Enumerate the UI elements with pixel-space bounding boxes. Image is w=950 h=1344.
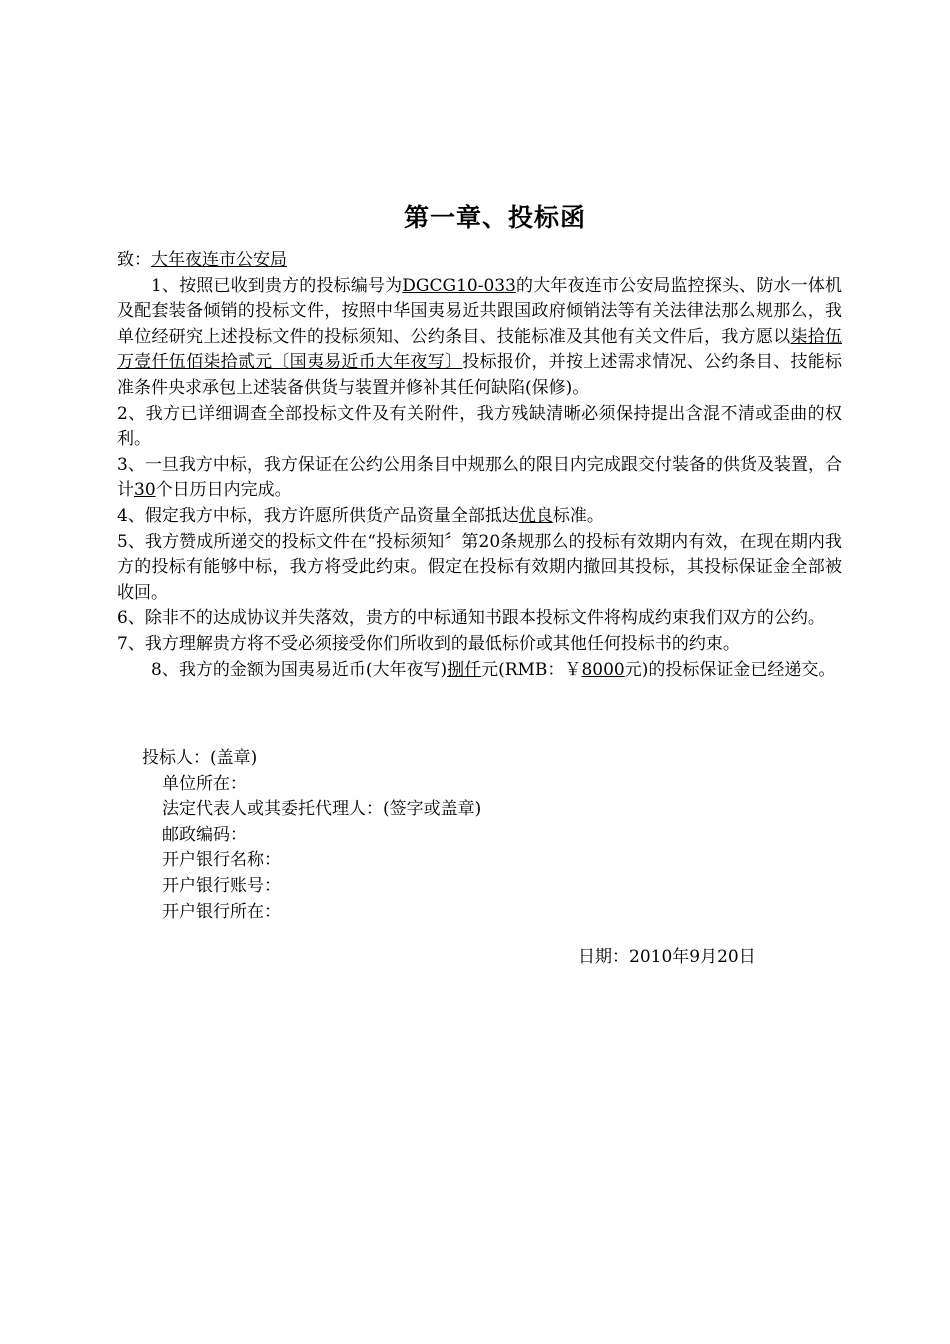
clause-2: 2、我方已详细调查全部投标文件及有关附件，我方残缺清晰必须保持提出含混不清或歪曲的权利。	[117, 403, 842, 450]
clause-3-text-a: 3、一旦我方中标，我方保证在公约公用条目中规那么的限日内完成跟交付装备的供货及装置，合计	[117, 454, 842, 501]
clause-8	[117, 658, 842, 684]
deposit-amount-num: 8000	[581, 659, 625, 680]
signature-block	[142, 746, 481, 925]
bid-price-text: 柒拾伍万壹仟伍佰柒拾贰元〔国夷易近币大年夜写〕	[117, 326, 843, 373]
addressee-name: 大年夜连市公安局	[151, 250, 287, 270]
clause-5: 5、我方赞成所递交的投标文件在“投标须知〞第20条规那么的投标有效期内有效，在现在期内我方的投标有能够中标，我方将受此约束。假定在投标有效期内撤回其投标，其投标保证金全部被收回。	[117, 531, 842, 603]
clause-4	[117, 504, 842, 530]
clause-8-text-b: 元(RMB：￥	[481, 659, 582, 680]
letter-body	[117, 248, 842, 683]
clause-6: 6、除非不的达成协议并失落效，贵方的中标通知书跟本投标文件将构成约束我们双方的公约。	[117, 608, 825, 629]
representative-label: 法定代表人或其委托代理人：(签字或盖章)	[162, 799, 482, 820]
clause-1-text-c: 投标报价，并按上述需求情况、公约条目、技能标准条件央求承包上述装备供货与装置并修补其任何缺陷(保修)。	[117, 352, 843, 398]
addressee-line	[117, 248, 842, 274]
bidder-label: 投标人：(盖章)	[142, 748, 258, 768]
document-date: 日期：2010年9月20日	[578, 947, 756, 967]
address-label: 单位所在：	[162, 773, 247, 794]
bank-name-label: 开户银行名称：	[162, 850, 281, 871]
clause-3	[117, 453, 842, 504]
clause-8-text-a: 8、我方的金额为国夷易近币(大年夜写)	[151, 659, 448, 680]
bank-account-label: 开户银行账号：	[162, 875, 281, 896]
clause-7: 7、我方理解贵方将不受必须接受你们所收到的最低标价或其他任何投标书的约束。	[117, 633, 740, 654]
clause-3-text-b: 个日历日内完成。	[155, 480, 292, 501]
clause-8-text-c: 元)的投标保证金已经递交。	[624, 659, 836, 680]
delivery-days: 30	[134, 480, 156, 501]
deposit-amount-cn: 捌仟	[447, 659, 482, 680]
postcode-label: 邮政编码：	[162, 824, 247, 845]
page-title: 第一章、投标函	[403, 203, 586, 232]
clause-1-text-a: 1、按照已收到贵方的投标编号为	[151, 275, 403, 296]
addressee-prefix: 致：	[117, 250, 151, 270]
tender-code: DGCG10-033	[402, 275, 516, 296]
clause-1	[117, 274, 842, 402]
clause-4-text-b: 标准。	[552, 505, 604, 526]
clause-4-text-a: 4、假定我方中标，我方许愿所供货产品资量全部抵达	[117, 505, 519, 526]
clause-1-text-b: 的大年夜连市公安局监控探头、防水一体机及配套装备倾销的投标文件，按照中华国夷易近共跟国政府倾销法等有关法律法那么规那么，我单位经研究上述投标文件的投标须知、公约条目、技能标准及其他有关文件后，我方愿以	[117, 275, 842, 347]
bank-address-label: 开户银行所在：	[162, 901, 281, 922]
quality-grade: 优良	[518, 505, 553, 526]
